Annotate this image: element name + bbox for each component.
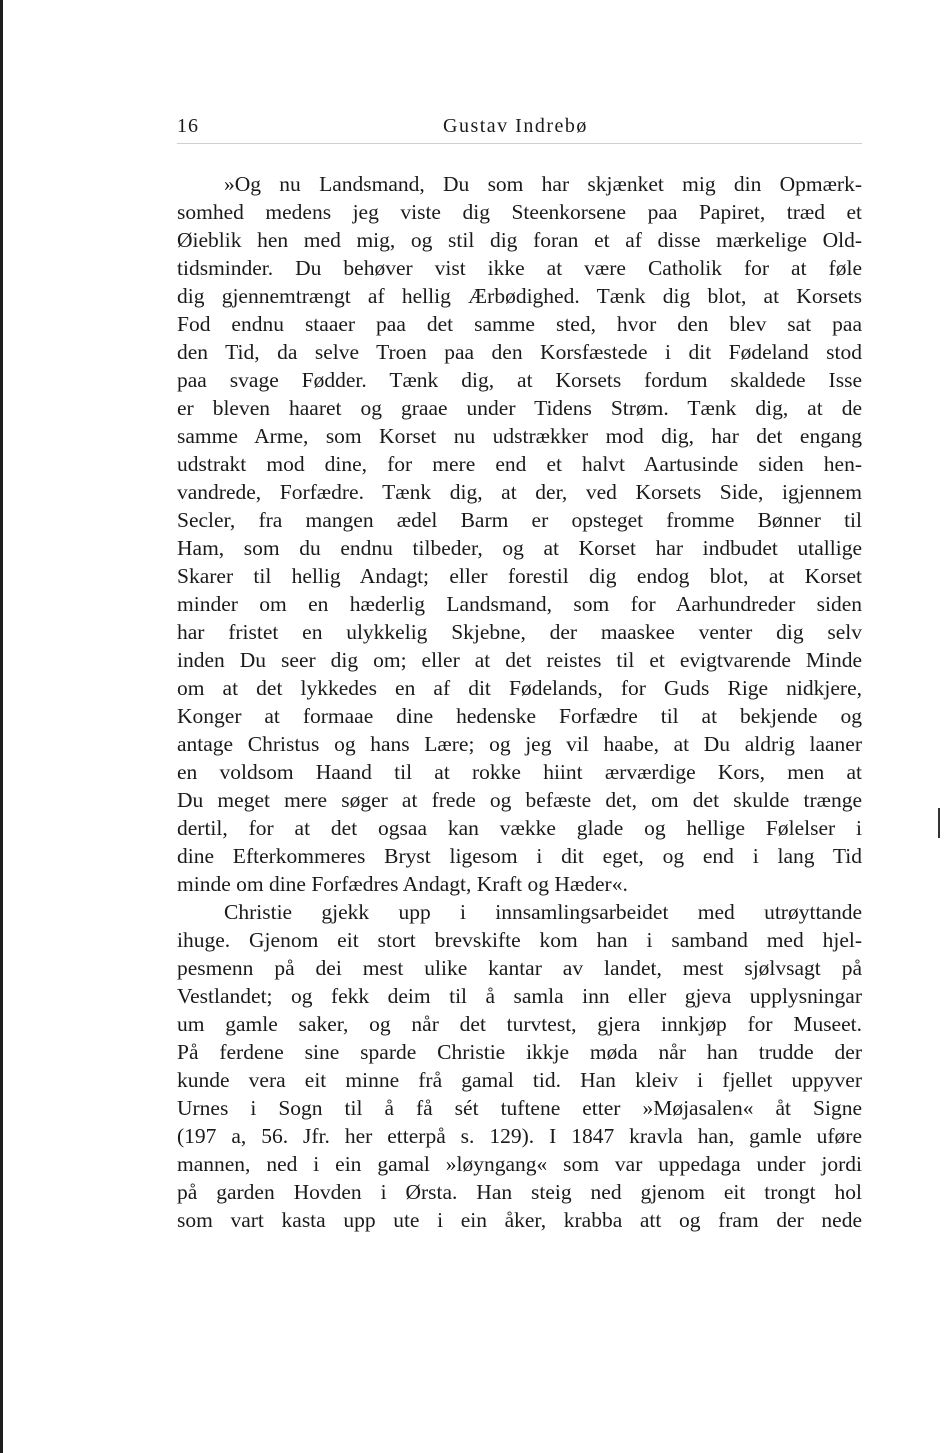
text-line: udstrakt mod dine, for mere end et halvt Aartusinde siden hen- [177, 452, 862, 476]
text-line: på garden Hovden i Ørsta. Han steig ned gjenom eit trongt hol [177, 1180, 862, 1204]
text-line: somhed medens jeg viste dig Steenkorsene paa Papiret, træd et [177, 200, 862, 224]
page-header [177, 113, 862, 144]
page-right-mark [938, 808, 940, 838]
text-line: Christie gjekk upp i innsamlingsarbeidet med utrøyttande [224, 900, 862, 924]
text-line: Vestlandet; og fekk deim til å samla inn eller gjeva upplysningar [177, 984, 862, 1008]
page-left-edge [0, 0, 3, 1453]
text-line: På ferdene sine sparde Christie ikkje møda når han trudde der [177, 1040, 862, 1064]
text-line: minde om dine Forfædres Andagt, Kraft og Hæder«. [177, 872, 628, 896]
text-line: om at det lykkedes en af dit Fødelands, for Guds Rige nidkjere, [177, 676, 862, 700]
text-line: (197 a, 56. Jfr. her etterpå s. 129). I 1847 kravla han, gamle uføre [177, 1124, 862, 1148]
text-line: Konger at formaae dine hedenske Forfædre til at bekjende og [177, 704, 862, 728]
text-line: er bleven haaret og graae under Tidens Strøm. Tænk dig, at de [177, 396, 862, 420]
text-line: pesmenn på dei mest ulike kantar av landet, mest sjølvsagt på [177, 956, 862, 980]
text-line: som vart kasta upp ute i ein åker, krabba att og fram der nede [177, 1208, 862, 1232]
text-line: vandrede, Forfædre. Tænk dig, at der, ved Korsets Side, igjennem [177, 480, 862, 504]
text-line: ihuge. Gjenom eit stort brevskifte kom han i samband med hjel- [177, 928, 862, 952]
text-line: inden Du seer dig om; eller at det reistes til et evigtvarende Minde [177, 648, 862, 672]
text-line: Du meget mere søger at frede og befæste det, om det skulde trænge [177, 788, 862, 812]
text-line: Ham, som du endnu tilbeder, og at Korset har indbudet utallige [177, 536, 862, 560]
text-line: Skarer til hellig Andagt; eller forestil dig endog blot, at Korset [177, 564, 862, 588]
text-line: antage Christus og hans Lære; og jeg vil haabe, at Du aldrig laaner [177, 732, 862, 756]
text-line: kunde vera eit minne frå gamal tid. Han kleiv i fjellet uppyver [177, 1068, 862, 1092]
text-line: har fristet en ulykkelig Skjebne, der maaskee venter dig selv [177, 620, 862, 644]
text-line: tidsminder. Du behøver vist ikke at være Catholik for at føle [177, 256, 862, 280]
text-line: »Og nu Landsmand, Du som har skjænket mig din Opmærk- [224, 172, 862, 196]
text-line: Secler, fra mangen ædel Barm er opsteget fromme Bønner til [177, 508, 862, 532]
text-line: mannen, ned i ein gamal »løyngang« som var uppedaga under jordi [177, 1152, 862, 1176]
text-line: samme Arme, som Korset nu udstrækker mod dig, har det engang [177, 424, 862, 448]
text-line: Øieblik hen med mig, og stil dig foran et af disse mærkelige Old- [177, 228, 862, 252]
text-line: dig gjennemtrængt af hellig Ærbødighed. Tænk dig blot, at Korsets [177, 284, 862, 308]
page-number: 16 [177, 115, 199, 137]
text-line: en voldsom Haand til at rokke hiint ærværdige Kors, men at [177, 760, 862, 784]
text-line: dine Efterkommeres Bryst ligesom i dit eget, og end i lang Tid [177, 844, 862, 868]
text-line: den Tid, da selve Troen paa den Korsfæstede i dit Fødeland stod [177, 340, 862, 364]
text-line: minder om en hæderlig Landsmand, som for Aarhundreder siden [177, 592, 862, 616]
text-line: paa svage Fødder. Tænk dig, at Korsets fordum skaldede Isse [177, 368, 862, 392]
text-line: Urnes i Sogn til å få sét tuftene etter »Møjasalen« åt Signe [177, 1096, 862, 1120]
body-text [177, 170, 862, 1234]
text-line: Fod endnu staaer paa det samme sted, hvor den blev sat paa [177, 312, 862, 336]
text-line: dertil, for at det ogsaa kan vække glade og hellige Følelser i [177, 816, 862, 840]
running-head: Gustav Indrebø [443, 115, 588, 137]
text-line: um gamle saker, og når det turvtest, gjera innkjøp for Museet. [177, 1012, 862, 1036]
